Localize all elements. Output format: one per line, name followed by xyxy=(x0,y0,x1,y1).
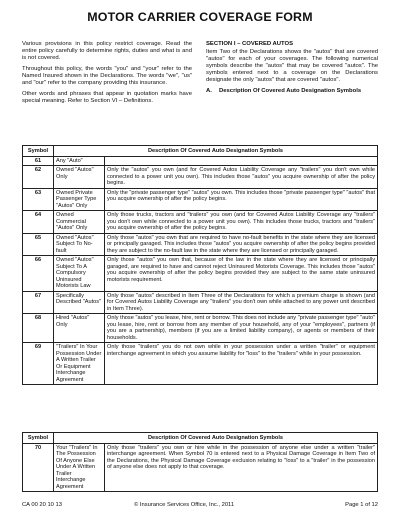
table-row xyxy=(23,211,378,234)
symbols-table-continued xyxy=(22,432,378,492)
row-description: Only those trucks, tractors and "trailers" you own (and for Covered Autos Liability Coverage any "trailers" you don't own while connected to a power unit you own). This includes those trucks, tractors and "trailers" you acquire ownership of after the policy begins. xyxy=(105,211,378,234)
row-symbol: 68 xyxy=(23,314,54,343)
symbols-table-continued-body xyxy=(23,443,378,492)
row-description: Only those "autos" you lease, hire, rent or borrow. This does not include any "private passenger type" "auto" you lease, hire, rent or borrow from any member of your household, any of your "employees", partners (if you are a partnership), members (if you are a limited liability company), or agents or members of their households. xyxy=(105,314,378,343)
row-label: Owned Commercial "Autos" Only xyxy=(54,211,105,234)
form-number: CA 00 20 10 13 xyxy=(22,502,62,508)
table-row xyxy=(23,314,378,343)
description-header: Description Of Covered Auto Designation Symbols xyxy=(54,146,378,157)
intro-left-column xyxy=(22,41,192,109)
row-symbol: 69 xyxy=(23,343,54,385)
row-description: Only those "autos" described in Item Three of the Declarations for which a premium charge is shown (and for Covered Autos Liability Coverage any "trailers" you don't own while attached to any power unit described in Item Three). xyxy=(105,291,378,314)
symbol-header: Symbol xyxy=(23,146,54,157)
subsection-title: Description Of Covered Auto Designation Symbols xyxy=(219,88,362,95)
symbols-table xyxy=(22,145,378,385)
row-description: Only those "trailers" you own or hire while in the possession of anyone else under a written "trailer" interchange agreement. When Symbol 70 is entered next to a Physical Damage Coverage in Item Two of the Declarations, the Physical Damage Coverage exclusion relating to "loss" to a "trailer" in the possession of anyone else does not apply to that coverage. xyxy=(105,443,378,492)
section-heading: SECTION I – COVERED AUTOS xyxy=(206,41,294,47)
table-row xyxy=(23,443,378,492)
row-symbol: 65 xyxy=(23,233,54,256)
row-symbol: 66 xyxy=(23,256,54,292)
row-symbol: 61 xyxy=(23,156,54,166)
row-label: Any "Auto" xyxy=(54,156,105,166)
symbol-header: Symbol xyxy=(23,433,54,444)
row-description xyxy=(105,156,378,166)
row-label: Specifically Described "Autos" xyxy=(54,291,105,314)
row-symbol: 70 xyxy=(23,443,54,492)
symbols-table-body xyxy=(23,156,378,385)
row-label: Your "Trailers" In The Possession Of Anyone Else Under A Written Trailer Interchange Agreement xyxy=(54,443,105,492)
table-row xyxy=(23,188,378,211)
row-label: Owned "Autos" Only xyxy=(54,166,105,189)
intro-paragraph-1: Various provisions in this policy restrict coverage. Read the entire policy carefully to determine rights, duties and what is and is not covered. xyxy=(22,41,192,62)
page-number: Page 1 of 12 xyxy=(345,502,378,508)
row-symbol: 63 xyxy=(23,188,54,211)
row-symbol: 67 xyxy=(23,291,54,314)
description-header: Description Of Covered Auto Designation Symbols xyxy=(54,433,378,444)
row-description: Only those "autos" you own that, because of the law in the state where they are licensed or principally garaged, are required to have and cannot reject Uninsured Motorists Coverage. This includes those "autos" you acquire ownership of after the policy begins provided they are subject to the same state uninsured motorists requirement. xyxy=(105,256,378,292)
row-label: Owned "Autos" Subject To A Compulsory Uninsured Motorists Law xyxy=(54,256,105,292)
document-title: MOTOR CARRIER COVERAGE FORM xyxy=(87,10,313,24)
table-row xyxy=(23,166,378,189)
intro-paragraph-3: Other words and phrases that appear in quotation marks have special meaning. Refer to Section VI – Definitions. xyxy=(22,91,192,105)
row-symbol: 64 xyxy=(23,211,54,234)
subsection-heading xyxy=(206,88,378,95)
copyright: © Insurance Services Office, Inc., 2011 xyxy=(134,502,235,508)
row-label: Owned Private Passenger Type "Autos" Only xyxy=(54,188,105,211)
section-text: Item Two of the Declarations shows the "autos" that are covered "autos" for each of your coverages. The following numerical symbols describe the "autos" that may be covered "autos". The symbols entered next to a coverage on the Declarations designate the only "autos" that are covered "autos". xyxy=(206,49,378,84)
subsection-letter: A. xyxy=(206,88,212,95)
row-description: Only those "autos" you own that are required to have no-fault benefits in the state where they are licensed or principally garaged. This includes those "autos" you acquire ownership of after the policy begins provided they are subject to the no-fault law in the state where they are licensed or principally garaged. xyxy=(105,233,378,256)
intro-right-column xyxy=(206,41,378,95)
row-description: Only those "trailers" you do not own while in your possession under a written "trailer" or equipment interchange agreement in which you assume liability for "loss" to the "trailers" while in your possession. xyxy=(105,343,378,385)
row-description: Only the "private passenger type" "autos" you own. This includes those "private passenger type" "autos" that you acquire ownership of after the policy begins. xyxy=(105,188,378,211)
row-description: Only the "autos" you own (and for Covered Autos Liability Coverage any "trailers" you don't own while connected to a power unit you own). This includes those "autos" you acquire ownership of after the policy begins. xyxy=(105,166,378,189)
row-label: "Trailers" In Your Possession Under A Written Trailer Or Equipment Interchange Agreement xyxy=(54,343,105,385)
row-label: Owned "Autos" Subject To No-fault xyxy=(54,233,105,256)
intro-paragraph-2: Throughout this policy, the words "you" and "your" refer to the Named Insured shown in the Declarations. The words "we", "us" and "our" refer to the company providing this insurance. xyxy=(22,66,192,87)
row-symbol: 62 xyxy=(23,166,54,189)
table-header-row xyxy=(23,146,378,157)
table-row xyxy=(23,256,378,292)
table-row xyxy=(23,291,378,314)
table-row xyxy=(23,343,378,385)
table-header-row xyxy=(23,433,378,444)
table-row xyxy=(23,156,378,166)
table-row xyxy=(23,233,378,256)
row-label: Hired "Autos" Only xyxy=(54,314,105,343)
